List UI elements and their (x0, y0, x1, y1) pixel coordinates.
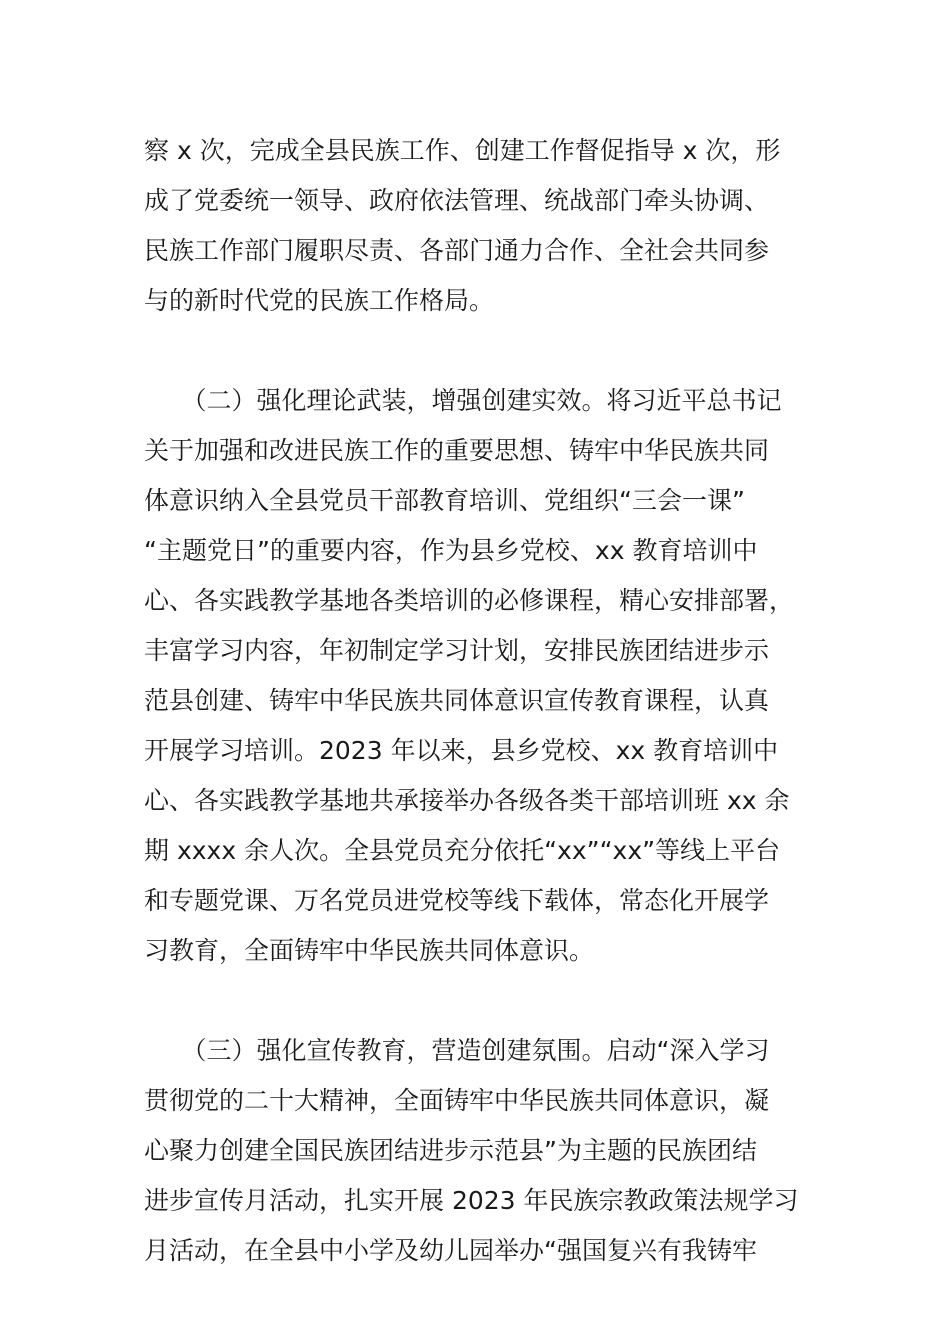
paragraph-spacer (144, 326, 812, 376)
text-line: 心、各实践教学基地各类培训的必修课程，精心安排部署， (144, 586, 795, 615)
text-line: 民族工作部门履职尽责、各部门通力合作、全社会共同参 (144, 236, 770, 265)
text-line: 习教育，全面铸牢中华民族共同体意识。 (144, 936, 595, 965)
text-line: 丰富学习内容，年初制定学习计划，安排民族团结进步示 (144, 636, 770, 665)
text-line: 与的新时代党的民族工作格局。 (144, 286, 495, 315)
text-line: （三）强化宣传教育，营造创建氛围。启动“深入学习 (144, 1036, 770, 1065)
text-line: 进步宣传月活动，扎实开展 2023 年民族宗教政策法规学习 (144, 1186, 799, 1215)
text-line: 心、各实践教学基地共承接举办各级各类干部培训班 xx 余 (144, 786, 790, 815)
text-line: “主题党日”的重要内容，作为县乡党校、xx 教育培训中 (144, 536, 758, 565)
text-line: 和专题党课、万名党员进党校等线下载体，常态化开展学 (144, 886, 770, 915)
text-line: 贯彻党的二十大精神，全面铸牢中华民族共同体意识，凝 (144, 1086, 770, 1115)
text-line: （二）强化理论武装，增强创建实效。将习近平总书记 (144, 386, 782, 415)
text-line: 察 x 次，完成全县民族工作、创建工作督促指导 x 次，形 (144, 136, 781, 165)
paragraph-spacer (144, 976, 812, 1026)
document-body (144, 126, 812, 1276)
paragraph-3 (144, 1026, 812, 1276)
text-line: 关于加强和改进民族工作的重要思想、铸牢中华民族共同 (144, 436, 770, 465)
text-line: 成了党委统一领导、政府依法管理、统战部门牵头协调、 (144, 186, 770, 215)
text-line: 月活动，在全县中小学及幼儿园举办“强国复兴有我铸牢 (144, 1236, 757, 1265)
text-line: 范县创建、铸牢中华民族共同体意识宣传教育课程，认真 (144, 686, 770, 715)
paragraph-1 (144, 126, 812, 326)
text-line: 期 xxxx 余人次。全县党员充分依托“xx”“xx”等线上平台 (144, 836, 781, 865)
text-line: 体意识纳入全县党员干部教育培训、党组织“三会一课” (144, 486, 745, 515)
text-line: 开展学习培训。2023 年以来，县乡党校、xx 教育培训中 (144, 736, 779, 765)
text-line: 心聚力创建全国民族团结进步示范县”为主题的民族团结 (144, 1136, 757, 1165)
paragraph-2 (144, 376, 812, 976)
